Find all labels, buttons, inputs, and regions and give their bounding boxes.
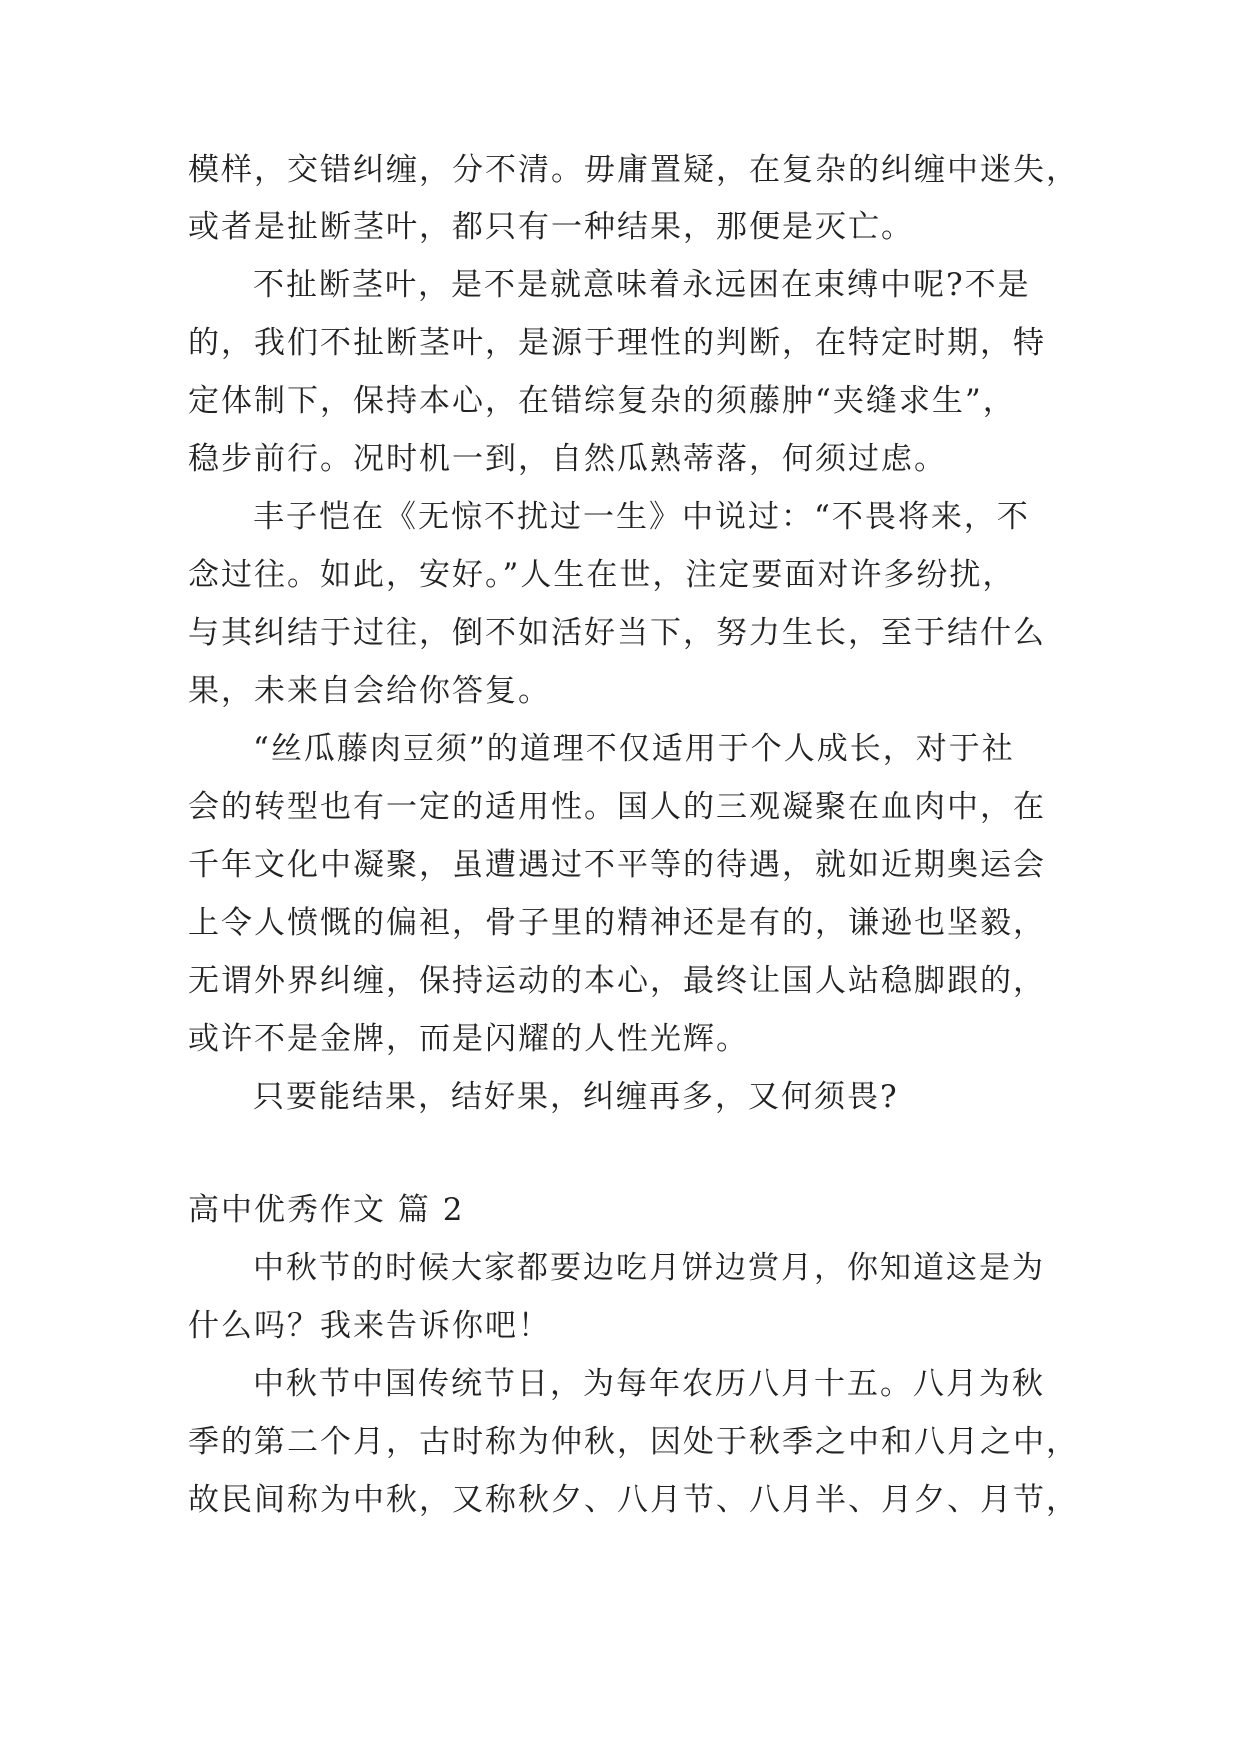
paragraph-line: 的，我们不扯断茎叶，是源于理性的判断，在特定时期，特: [188, 325, 1046, 361]
paragraph-line: 中秋节的时候大家都要边吃月饼边赏月，你知道这是为: [253, 1250, 1045, 1286]
paragraph-line: 无谓外界纠缠，保持运动的本心，最终让国人站稳脚跟的，: [188, 963, 1046, 999]
paragraph-line: 与其纠结于过往，倒不如活好当下，努力生长，至于结什么: [188, 615, 1046, 651]
paragraph-line: 不扯断茎叶，是不是就意味着永远困在束缚中呢?不是: [253, 267, 1031, 303]
paragraph-line: 会的转型也有一定的适用性。国人的三观凝聚在血肉中，在: [188, 789, 1046, 825]
paragraph-line: 只要能结果，结好果，纠缠再多，又何须畏?: [253, 1079, 899, 1115]
paragraph-line: 或者是扯断茎叶，都只有一种结果，那便是灭亡。: [188, 209, 914, 245]
paragraph-line: 千年文化中凝聚，虽遭遇过不平等的待遇，就如近期奥运会: [188, 847, 1046, 883]
paragraph-line: 定体制下，保持本心，在错综复杂的须藤肿“夹缝求生”，: [188, 383, 1016, 419]
paragraph-line: 丰子恺在《无惊不扰过一生》中说过：“不畏将来，不: [253, 499, 1030, 535]
paragraph-line: 故民间称为中秋，又称秋夕、八月节、八月半、月夕、月节，: [188, 1482, 1079, 1518]
paragraph-line: 季的第二个月，古时称为仲秋，因处于秋季之中和八月之中，: [188, 1424, 1079, 1460]
paragraph-line: 念过往。如此，安好。”人生在世，注定要面对许多纷扰，: [188, 557, 1016, 593]
paragraph-line: 或许不是金牌，而是闪耀的人性光辉。: [188, 1021, 749, 1057]
section-heading: 高中优秀作文 篇 2: [188, 1192, 465, 1228]
paragraph-line: 稳步前行。况时机一到，自然瓜熟蒂落，何须过虑。: [188, 441, 947, 477]
paragraph-line: 果，未来自会给你答复。: [188, 673, 551, 709]
paragraph-line: 什么吗？我来告诉你吧！: [188, 1308, 551, 1344]
paragraph-line: 中秋节中国传统节日，为每年农历八月十五。八月为秋: [253, 1366, 1045, 1402]
paragraph-line: 上令人愤慨的偏袒，骨子里的精神还是有的，谦逊也坚毅，: [188, 905, 1046, 941]
paragraph-line: “丝瓜藤肉豆须”的道理不仅适用于个人成长，对于社: [253, 731, 1015, 767]
paragraph-line: 模样，交错纠缠，分不清。毋庸置疑，在复杂的纠缠中迷失，: [188, 152, 1079, 188]
